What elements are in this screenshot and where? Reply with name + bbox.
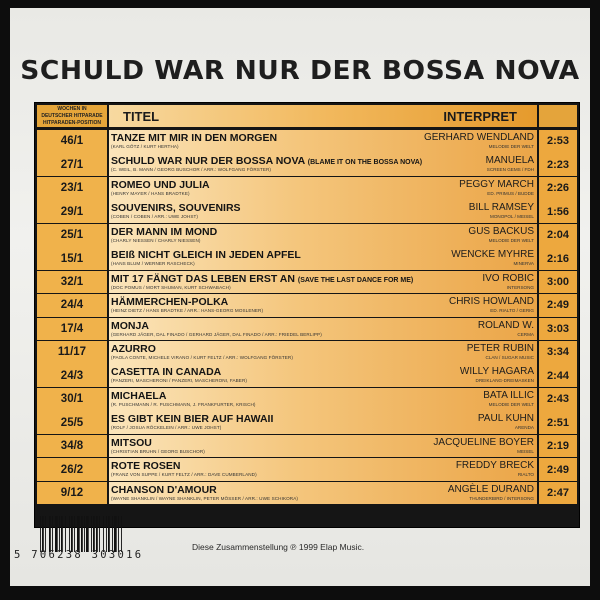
- track-duration: 3:34: [539, 341, 577, 364]
- track-row: [35, 247, 579, 270]
- track-title: MICHAELA: [111, 389, 167, 402]
- track-credits: (C. WEIL, B. MANN / GEORG BUSCHOR / ARR.: WOLFGANG FÖRSTER): [111, 167, 272, 173]
- track-title-line: [111, 437, 152, 449]
- chart-position: 29/1: [37, 200, 107, 223]
- track-artist: JACQUELINE BOYER: [433, 436, 534, 448]
- track-row: [35, 388, 579, 411]
- track-title-line: [111, 202, 241, 214]
- track-artist: WENCKE MYHRE: [451, 249, 534, 261]
- barcode-bar: [69, 516, 70, 552]
- track-title-line: [111, 132, 277, 144]
- track-artist: MANUELA: [485, 155, 534, 167]
- track-duration: 2:16: [539, 247, 577, 270]
- track-title-line: [111, 179, 210, 191]
- barcode-bar: [121, 516, 122, 552]
- track-credits: (HENRY MAYER / HANS BRADTKE): [111, 190, 190, 196]
- chart-header-line3: HITPARADEN-POSITION: [43, 119, 101, 126]
- track-publisher: CLAN / SUGAR MUSIC: [485, 354, 534, 360]
- track-duration: 3:03: [539, 318, 577, 341]
- track-title: DER MANN IM MOND: [111, 225, 218, 238]
- track-duration: 2:19: [539, 435, 577, 458]
- track-publisher: THUNDERBIRD / INTERSONG: [469, 495, 534, 501]
- track-credits: (ROLF / JOSUA RÖCKELEIN / ARR.: UWE JOHST): [111, 425, 222, 431]
- barcode-bar: [40, 516, 41, 552]
- barcode-bar: [93, 516, 95, 552]
- track-info: [109, 388, 537, 411]
- track-row: [35, 341, 579, 364]
- track-title: ES GIBT KEIN BIER AUF HAWAII: [111, 413, 274, 426]
- chart-position: 46/1: [37, 130, 107, 153]
- track-row: [35, 435, 579, 458]
- barcode-bar: [61, 516, 63, 552]
- track-title: SCHULD WAR NUR DER BOSSA NOVA: [111, 155, 305, 168]
- track-publisher: CERMA: [517, 331, 534, 337]
- track-title-line: [111, 366, 221, 378]
- track-publisher: ARENDA: [514, 425, 534, 431]
- track-row: [35, 224, 579, 247]
- track-publisher: ED. PRIMUS / BUDDE: [487, 190, 534, 196]
- track-credits: (PANZERI, MASCHERONI / PANZERI, MASCHERONI, FABER): [111, 378, 248, 384]
- track-title: TANZE MIT MIR IN DEN MORGEN: [111, 132, 278, 144]
- track-credits: (PAOLA CONTE, MICHELE VIRANO / KURT FELTZ / ARR.: WOLFGANG FÖRSTER): [111, 354, 293, 360]
- track-info: [109, 153, 537, 176]
- track-artist: GUS BACKUS: [468, 225, 534, 237]
- track-duration: 2:51: [539, 411, 577, 434]
- track-title: SOUVENIRS, SOUVENIRS: [111, 202, 241, 215]
- barcode-bar: [91, 516, 92, 552]
- track-title: CASETTA IN CANADA: [111, 366, 222, 379]
- track-duration: 2:44: [539, 364, 577, 387]
- track-duration: 2:53: [539, 130, 577, 153]
- track-credits: (COBEN / COBEN / ARR.: UWE JOHST): [111, 214, 199, 220]
- track-row: [35, 482, 579, 505]
- track-credits: (CHRISTIAN BRUHN / GEORG BUSCHOR): [111, 448, 205, 454]
- track-row: [35, 411, 579, 434]
- barcode-bar: [96, 516, 98, 552]
- barcode-bar: [71, 516, 73, 552]
- tracklist-panel: [34, 102, 580, 528]
- barcode-bar: [118, 516, 119, 552]
- track-artist: GERHARD WENDLAND: [423, 132, 534, 143]
- track-info: [109, 224, 537, 247]
- track-publisher: MINERVA: [513, 261, 534, 267]
- track-credits: (HEINZ DIETZ / HANS BRADTKE / ARR.: HANS-GEORG MOSLENER): [111, 308, 264, 314]
- track-subtitle: (SAVE THE LAST DANCE FOR ME): [297, 276, 414, 284]
- track-title-line: [111, 413, 273, 425]
- barcode-bar: [103, 516, 104, 552]
- track-credits: (FRANZ VON SUPPE / KURT FELTZ / ARR.: DAVE CUMBERLAND): [111, 472, 257, 478]
- track-title-line: [111, 249, 301, 261]
- track-title-line: [111, 296, 228, 308]
- track-duration: 2:04: [539, 224, 577, 247]
- barcode-bar: [106, 516, 107, 552]
- track-info: [109, 294, 537, 317]
- track-artist: CHRIS HOWLAND: [448, 296, 534, 308]
- track-credits: (HANS BLUM / WERNER RASCHECK): [111, 261, 195, 267]
- barcode: [38, 516, 146, 552]
- chart-position: 26/2: [37, 458, 107, 481]
- track-info: [109, 247, 537, 270]
- track-info: [109, 435, 537, 458]
- track-row: [35, 200, 579, 223]
- barcode-number: 5 706238 303016: [14, 549, 144, 561]
- track-info: [109, 411, 537, 434]
- barcode-bar: [112, 516, 113, 552]
- track-duration: 2:49: [539, 294, 577, 317]
- barcode-bar: [59, 516, 60, 552]
- track-publisher: DREIKLANG-DREIMASKEN: [475, 378, 534, 384]
- track-publisher: MEISEL: [517, 448, 534, 454]
- track-title: HÄMMERCHEN-POLKA: [111, 296, 229, 309]
- track-duration: 1:56: [539, 200, 577, 223]
- track-artist: PEGGY MARCH: [459, 178, 534, 190]
- track-duration: 3:00: [539, 271, 577, 294]
- track-artist: PETER RUBIN: [466, 342, 534, 354]
- track-credits: (WAYNE SHANKLIN / WAYNE SHANKLIN, PETER MÖSSER / ARR.: UWE SCHIKORA): [111, 495, 299, 501]
- barcode-bar: [52, 516, 53, 552]
- track-credits: (R. PUSCHMANN / R. PUSCHMANN, J. FRANKFURTER, KRISCH): [111, 401, 256, 407]
- track-row: [35, 153, 579, 176]
- barcode-bar: [42, 516, 44, 552]
- chart-position: 24/4: [37, 294, 107, 317]
- track-row: [35, 318, 579, 341]
- chart-position: 34/8: [37, 435, 107, 458]
- chart-position: 24/3: [37, 364, 107, 387]
- track-publisher: ED. RIALTO / GERIG: [490, 308, 534, 314]
- copyright-notice: Diese Zusammenstellung ℗ 1999 Elap Music.: [192, 542, 365, 552]
- track-info: [109, 482, 537, 505]
- chart-position: 17/4: [37, 318, 107, 341]
- track-duration: 2:49: [539, 458, 577, 481]
- track-credits: (KARL GÖTZ / KURT HERTHA): [111, 144, 179, 149]
- chart-header-line2: DEUTSCHER HITPARADE: [41, 112, 103, 119]
- barcode-bar: [55, 516, 58, 552]
- track-title-line: [111, 390, 166, 402]
- tracklist-header: [35, 103, 579, 128]
- barcode-bar: [65, 516, 66, 552]
- track-duration: 2:43: [539, 388, 577, 411]
- track-rows: [35, 130, 579, 505]
- track-publisher: SCREEN GEMS / FDH: [486, 167, 534, 173]
- chart-position: 11/17: [37, 341, 107, 364]
- chart-position: 23/1: [37, 177, 107, 200]
- track-duration: 2:47: [539, 482, 577, 505]
- track-artist: WILLY HAGARA: [459, 366, 534, 378]
- barcode-bar: [45, 516, 46, 552]
- track-publisher: RIALTO: [517, 472, 534, 478]
- track-title-line: [111, 343, 156, 355]
- track-artist: BILL RAMSEY: [468, 202, 534, 214]
- track-info: [109, 130, 537, 153]
- track-info: [109, 200, 537, 223]
- interpret-label: INTERPRET: [443, 109, 517, 124]
- track-title: ROMEO UND JULIA: [111, 178, 210, 191]
- track-artist: PAUL KUHN: [477, 413, 534, 425]
- track-info: [109, 458, 537, 481]
- chart-position: 15/1: [37, 247, 107, 270]
- chart-position: 25/5: [37, 411, 107, 434]
- track-publisher: MELODIE DER WELT: [488, 144, 534, 149]
- track-credits: (GERHARD JÄGER, DAL FINADO / GERHARD JÄGER, DAL FINADO / ARR.: FRIEDEL BERLIPP): [111, 331, 322, 337]
- track-info: [109, 341, 537, 364]
- track-duration: 2:23: [539, 153, 577, 176]
- track-title: ROTE ROSEN: [111, 460, 181, 473]
- chart-position: 9/12: [37, 482, 107, 505]
- barcode-bar: [81, 516, 83, 552]
- barcode-bar: [74, 516, 75, 552]
- track-credits: (DOC POMUS / MORT SHUMAN, KURT SCHWABACH): [111, 284, 231, 290]
- track-title: CHANSON D'AMOUR: [111, 483, 217, 496]
- track-row: [35, 364, 579, 387]
- track-title: BEIß NICHT GLEICH IN JEDEN APFEL: [111, 249, 301, 262]
- track-row: [35, 458, 579, 481]
- barcode-bar: [86, 516, 89, 552]
- track-credits: (CHARLY NIESSEN / CHARLY NIESSEN): [111, 237, 201, 243]
- track-publisher: MONOPOL / MEISEL: [490, 214, 534, 220]
- track-row: [35, 294, 579, 317]
- track-title-line: [111, 320, 149, 332]
- track-publisher: MELODIE DER WELT: [488, 237, 534, 243]
- track-artist: BATA ILLIC: [483, 389, 534, 401]
- barcode-bar: [84, 516, 85, 552]
- track-info: [109, 364, 537, 387]
- barcode-bar: [49, 516, 51, 552]
- track-info: [109, 318, 537, 341]
- track-title: AZURRO: [111, 342, 156, 355]
- track-title-line: [111, 484, 217, 496]
- barcode-bar: [108, 516, 110, 552]
- track-title: MIT 17 FÄNGT DAS LEBEN ERST AN: [111, 272, 295, 285]
- track-row: [35, 271, 579, 294]
- track-artist: ROLAND W.: [477, 319, 534, 331]
- chart-position-header: [37, 105, 107, 127]
- track-artist: IVO ROBIC: [482, 272, 534, 284]
- chart-position: 32/1: [37, 271, 107, 294]
- track-title-line: [111, 273, 413, 285]
- titel-header: [109, 105, 537, 127]
- track-artist: ANGÈLE DURAND: [447, 483, 534, 495]
- track-subtitle: (BLAME IT ON THE BOSSA NOVA): [307, 159, 423, 167]
- track-duration: 2:26: [539, 177, 577, 200]
- track-row: [35, 130, 579, 153]
- barcode-bar: [114, 516, 117, 552]
- track-title: MONJA: [111, 319, 149, 332]
- chart-position: 27/1: [37, 153, 107, 176]
- track-publisher: MELODIE DER WELT: [488, 401, 534, 407]
- track-info: [109, 177, 537, 200]
- track-title-line: [111, 460, 180, 472]
- track-title: MITSOU: [111, 436, 152, 449]
- track-info: [109, 271, 537, 294]
- cd-back-cover: [10, 8, 590, 586]
- chart-position: 25/1: [37, 224, 107, 247]
- time-header: [539, 105, 577, 127]
- track-row: [35, 177, 579, 200]
- titel-label: TITEL: [123, 109, 160, 124]
- barcode-bar: [99, 516, 100, 552]
- album-title: SCHULD WAR NUR DER BOSSA NOVA: [20, 56, 580, 86]
- chart-position: 30/1: [37, 388, 107, 411]
- track-publisher: INTERSONG: [506, 284, 534, 290]
- chart-header-line1: WOCHEN IN: [57, 105, 87, 112]
- track-artist: FREDDY BRECK: [455, 460, 534, 472]
- track-title-line: [111, 155, 422, 167]
- track-title-line: [111, 226, 217, 238]
- barcode-bar: [77, 516, 80, 552]
